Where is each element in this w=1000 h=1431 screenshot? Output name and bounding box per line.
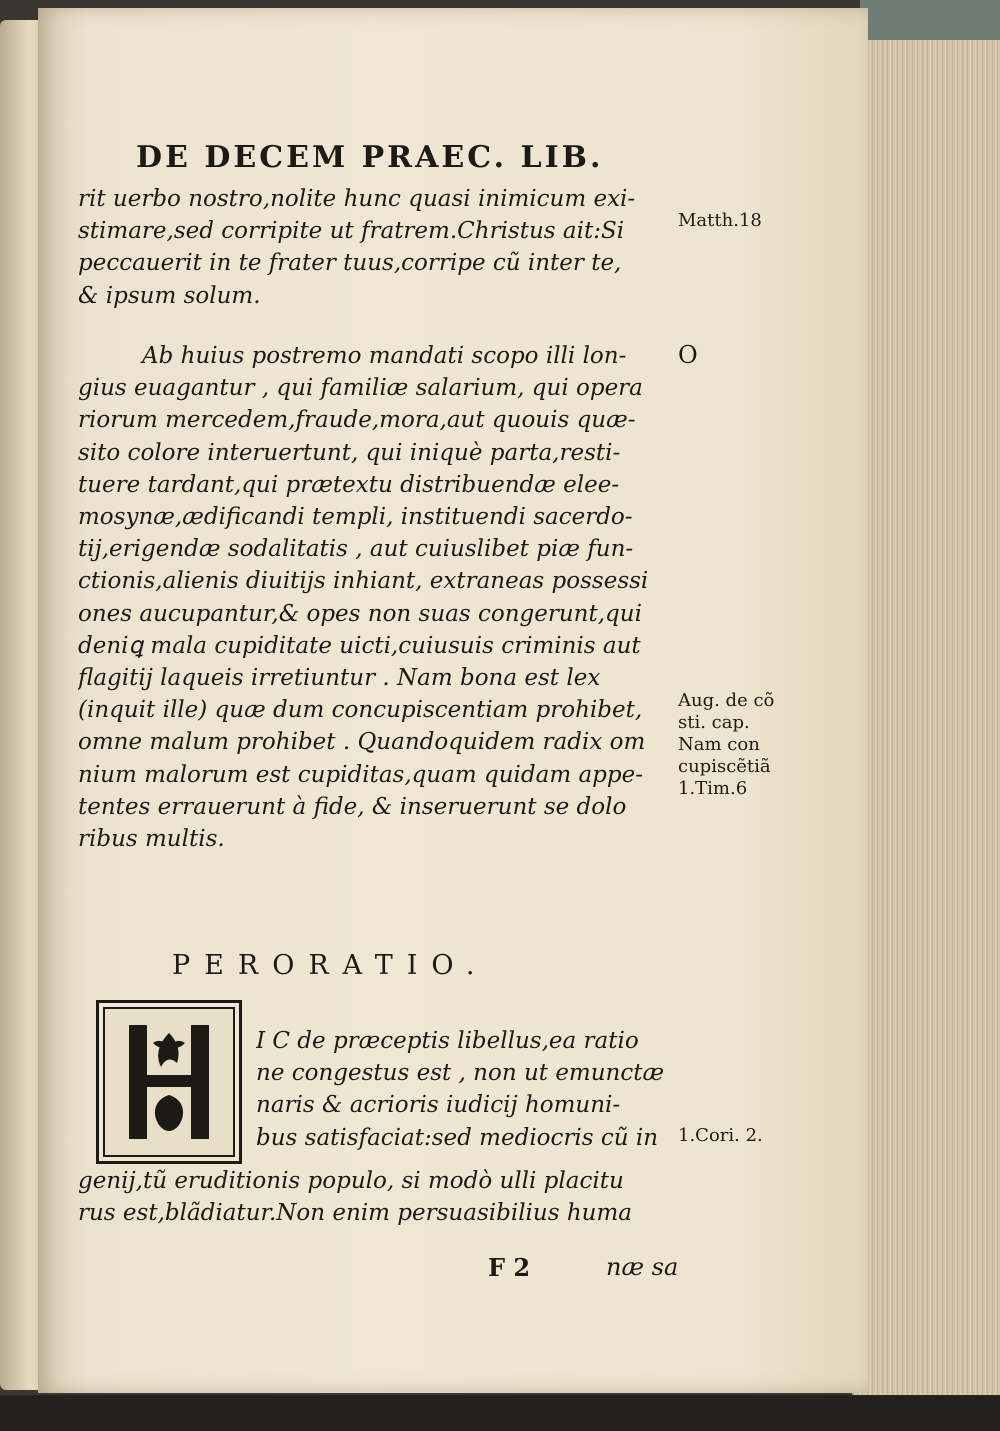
text-line: ne congestus est , non ut emunctæ	[256, 1060, 665, 1087]
marginal-line: Nam con	[678, 734, 760, 755]
text-line: riorum mercedem,fraude,mora,aut quouis quæ-	[78, 407, 636, 434]
text-line: tuere tardant,qui prætextu distribuendæ elee-	[78, 471, 620, 498]
paragraph-4	[78, 1165, 678, 1229]
text-line: Ab huius postremo mandati scopo illi lon-	[142, 343, 627, 369]
decorated-initial	[96, 1000, 242, 1164]
marginal-note-aug	[678, 690, 798, 800]
text-line: nium malorum est cupiditas,quam quidam appe-	[78, 761, 644, 788]
book-fore-edge	[852, 40, 1000, 1420]
text-line: sito colore interuertunt, qui iniquè parta,resti-	[78, 439, 621, 466]
ornament-icon	[99, 1003, 239, 1161]
catchword: næ sa	[606, 1253, 679, 1281]
text-line: tentes errauerunt à fide, & inseruerunt se dolo	[78, 793, 627, 820]
text-line: I C de præceptis libellus,ea ratio	[256, 1028, 639, 1054]
text-line: peccauerit in te frater tuus,corripe cũ inter te,	[78, 250, 622, 277]
marginal-line: Aug. de cõ	[678, 690, 775, 711]
signature-mark: F 2	[488, 1253, 531, 1282]
section-heading: PERORATIO.	[172, 950, 489, 981]
bottom-shadow	[0, 1395, 1000, 1431]
running-title: DE DECEM PRAEC. LIB.	[136, 140, 604, 175]
text-line: omne malum prohibet . Quandoquidem radix om	[78, 729, 646, 756]
text-line: flagitij laqueis irretiuntur . Nam bona est lex	[78, 665, 601, 692]
marginal-line: sti. cap.	[678, 712, 750, 733]
left-page-edge	[0, 20, 42, 1390]
text-line: ones aucupantur,& opes non suas congerunt,qui	[78, 600, 642, 627]
initial-letter: H	[168, 1153, 170, 1154]
marginal-note-o: O	[678, 341, 698, 369]
marginal-line: cupiscẽtiã	[678, 756, 771, 777]
text-line: naris & acrioris iudicij homuni-	[256, 1092, 621, 1119]
marginal-line: 1.Tim.6	[678, 778, 748, 799]
paragraph-1	[78, 183, 678, 312]
paragraph-2	[78, 340, 678, 855]
text-line: gius euagantur , qui familiæ salarium, qui opera	[78, 375, 643, 402]
text-line: rit uerbo nostro,nolite hunc quasi inimicum exi-	[78, 186, 636, 212]
text-line: ribus multis.	[78, 826, 225, 853]
text-line: mosynæ,ædificandi templi, instituendi sacerdo-	[78, 504, 633, 531]
paragraph-3	[256, 1025, 686, 1154]
text-line: bus satisfaciat:sed mediocris cũ in	[256, 1124, 659, 1151]
text-line: rus est,blãdiatur.Non enim persuasibilius huma	[78, 1200, 632, 1227]
text-line: genij,tũ eruditionis populo, si modò ulli placitu	[78, 1168, 624, 1194]
text-line: stimare,sed corripite ut fratrem.Christus ait:Si	[78, 218, 625, 245]
text-line: tij,erigendæ sodalitatis , aut cuiuslibet piæ fun-	[78, 536, 634, 563]
text-line: deniꝗ mala cupiditate uicti,cuiusuis criminis aut	[78, 632, 641, 659]
text-line: (inquit ille) quæ dum concupiscentiam prohibet,	[78, 697, 643, 724]
text-line: ctionis,alienis diuitijs inhiant, extraneas possessi	[78, 568, 649, 595]
marginal-note-cori: 1.Cori. 2.	[678, 1125, 763, 1146]
marginal-note-matth: Matth.18	[678, 210, 762, 231]
text-line: & ipsum solum.	[78, 282, 261, 309]
